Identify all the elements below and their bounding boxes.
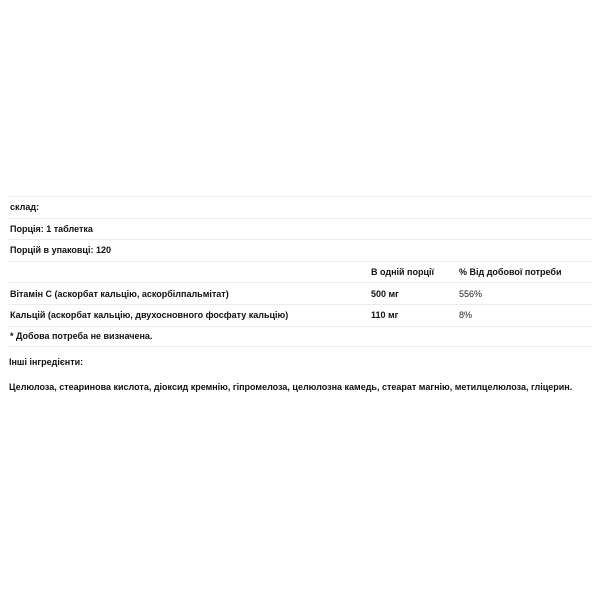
nutrient-daily-value: 8% [459,310,473,321]
servings-per-container-row [8,239,592,261]
nutrient-amount: 110 мг [371,310,399,321]
nutrient-amount: 500 мг [371,288,399,299]
footnote: * Добова потреба не визначена. [10,331,153,342]
composition-title: склад: [10,202,40,213]
other-ingredients-title: Інші інгредієнти: [9,357,84,367]
other-ingredients-section [9,357,594,394]
header-daily-value: % Від добової потреби [459,267,562,278]
table-header-row [8,261,592,283]
serving-size: Порція: 1 таблетка [10,223,93,234]
header-per-serving: В одній порції [371,267,435,278]
nutrient-name: Кальцій (аскорбат кальцію, двухосновного фосфату кальцію) [10,310,289,321]
nutrient-daily-value: 556% [459,288,483,299]
table-row [8,304,592,326]
table-row [8,282,592,304]
servings-per-container: Порцій в упаковці: 120 [10,245,111,256]
supplement-facts-table [8,196,592,347]
other-ingredients-text: Целюлоза, стеаринова кислота, діоксид кремнію, гіпромелоза, целюлозна камедь, стеарат магнію, метилцелюлоза, гліцерин. [9,382,573,392]
footnote-row [8,326,592,348]
nutrient-name: Вітамін C (аскорбат кальцію, аскорбілпальмітат) [10,288,229,299]
composition-title-row [8,196,592,218]
serving-size-row [8,218,592,240]
